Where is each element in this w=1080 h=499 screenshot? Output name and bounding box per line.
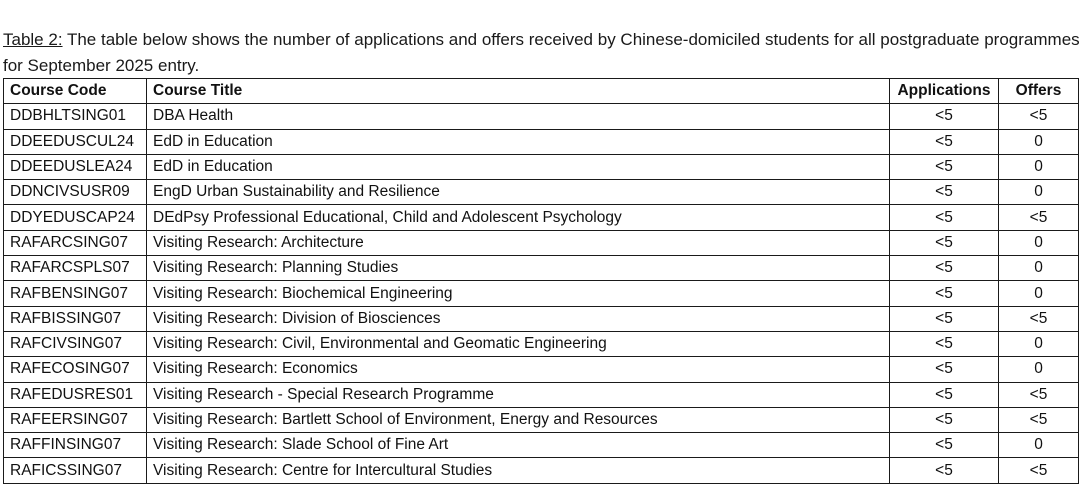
- table-row: [4, 205, 1079, 230]
- course-title: EdD in Education: [147, 154, 890, 179]
- course-title: EngD Urban Sustainability and Resilience: [147, 180, 890, 205]
- applications-count: <5: [890, 407, 999, 432]
- offers-count: <5: [999, 382, 1079, 407]
- applications-count: <5: [890, 154, 999, 179]
- table-row: [4, 154, 1079, 179]
- course-code: RAFCIVSING07: [4, 331, 147, 356]
- offers-count: 0: [999, 256, 1079, 281]
- course-code: RAFBENSING07: [4, 281, 147, 306]
- table-row: [4, 433, 1079, 458]
- table-row: [4, 382, 1079, 407]
- applications-count: <5: [890, 281, 999, 306]
- table-row: [4, 407, 1079, 432]
- header-course-code: Course Code: [4, 79, 147, 104]
- applications-count: <5: [890, 230, 999, 255]
- course-code: RAFICSSING07: [4, 458, 147, 483]
- table-row: [4, 256, 1079, 281]
- header-offers: Offers: [999, 79, 1079, 104]
- offers-count: <5: [999, 104, 1079, 129]
- course-title: DBA Health: [147, 104, 890, 129]
- course-code: RAFFINSING07: [4, 433, 147, 458]
- table-row: [4, 281, 1079, 306]
- course-code: DDBHLTSING01: [4, 104, 147, 129]
- applications-count: <5: [890, 104, 999, 129]
- offers-count: 0: [999, 129, 1079, 154]
- course-title: Visiting Research: Centre for Intercultural Studies: [147, 458, 890, 483]
- applications-count: <5: [890, 129, 999, 154]
- table-header-row: [4, 79, 1079, 104]
- course-title: Visiting Research: Slade School of Fine Art: [147, 433, 890, 458]
- table-row: [4, 306, 1079, 331]
- offers-count: 0: [999, 433, 1079, 458]
- table-caption-label: Table 2:: [3, 30, 63, 49]
- course-title: Visiting Research: Economics: [147, 357, 890, 382]
- course-code: RAFARCSPLS07: [4, 256, 147, 281]
- course-title: EdD in Education: [147, 129, 890, 154]
- course-code: RAFEDUSRES01: [4, 382, 147, 407]
- course-code: RAFBISSING07: [4, 306, 147, 331]
- table-row: [4, 104, 1079, 129]
- course-code: RAFARCSING07: [4, 230, 147, 255]
- applications-count: <5: [890, 205, 999, 230]
- offers-count: 0: [999, 357, 1079, 382]
- table-row: [4, 180, 1079, 205]
- offers-count: <5: [999, 407, 1079, 432]
- applications-count: <5: [890, 357, 999, 382]
- table-row: [4, 230, 1079, 255]
- course-title: Visiting Research: Planning Studies: [147, 256, 890, 281]
- applications-count: <5: [890, 256, 999, 281]
- course-code: RAFEERSING07: [4, 407, 147, 432]
- course-title: Visiting Research: Biochemical Engineering: [147, 281, 890, 306]
- applications-count: <5: [890, 331, 999, 356]
- offers-count: 0: [999, 154, 1079, 179]
- applications-count: <5: [890, 180, 999, 205]
- table-caption-text: The table below shows the number of applications and offers received by Chinese-domiciled students for all postgraduate programmes for September 2025 entry.: [3, 30, 1080, 75]
- course-title: Visiting Research: Division of Biosciences: [147, 306, 890, 331]
- header-applications: Applications: [890, 79, 999, 104]
- table-caption: [3, 27, 1080, 79]
- table-row: [4, 129, 1079, 154]
- offers-count: 0: [999, 281, 1079, 306]
- course-title: Visiting Research: Bartlett School of Environment, Energy and Resources: [147, 407, 890, 432]
- course-title: Visiting Research - Special Research Programme: [147, 382, 890, 407]
- course-code: DDEEDUSLEA24: [4, 154, 147, 179]
- table-row: [4, 357, 1079, 382]
- course-code: DDNCIVSUSR09: [4, 180, 147, 205]
- offers-count: 0: [999, 180, 1079, 205]
- applications-offers-table: [3, 78, 1079, 484]
- course-code: DDYEDUSCAP24: [4, 205, 147, 230]
- course-code: RAFECOSING07: [4, 357, 147, 382]
- applications-count: <5: [890, 382, 999, 407]
- applications-count: <5: [890, 306, 999, 331]
- course-title: Visiting Research: Civil, Environmental and Geomatic Engineering: [147, 331, 890, 356]
- offers-count: <5: [999, 306, 1079, 331]
- course-title: Visiting Research: Architecture: [147, 230, 890, 255]
- table-row: [4, 331, 1079, 356]
- course-title: DEdPsy Professional Educational, Child and Adolescent Psychology: [147, 205, 890, 230]
- offers-count: <5: [999, 205, 1079, 230]
- offers-count: 0: [999, 230, 1079, 255]
- header-course-title: Course Title: [147, 79, 890, 104]
- applications-count: <5: [890, 458, 999, 483]
- offers-count: <5: [999, 458, 1079, 483]
- course-code: DDEEDUSCUL24: [4, 129, 147, 154]
- table-row: [4, 458, 1079, 483]
- offers-count: 0: [999, 331, 1079, 356]
- applications-count: <5: [890, 433, 999, 458]
